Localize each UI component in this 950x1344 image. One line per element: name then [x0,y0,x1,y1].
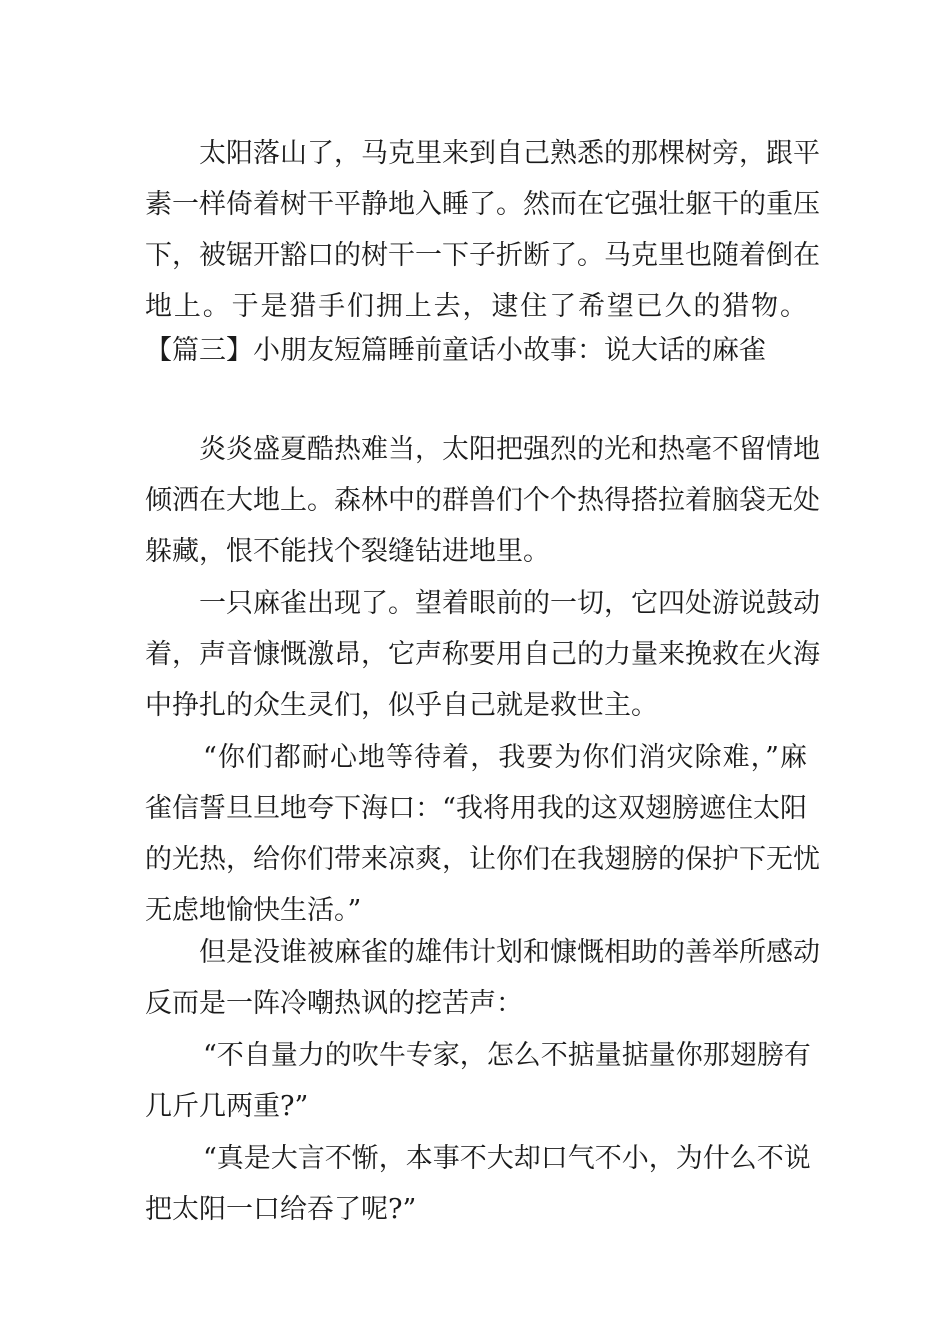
story-paragraph [145,732,820,936]
text-line: 倾洒在大地上。森林中的群兽们个个热得搭拉着脑袋无处 [145,485,820,516]
text-line: 地上。于是猎手们拥上去，逮住了希望已久的猎物。 [145,291,807,322]
text-line: 几斤几两重?” [145,1091,309,1122]
text-line: “你们都耐心地等待着，我要为你们消灾除难，”麻 [203,742,807,773]
text-line: 但是没谁被麻雀的雄伟计划和慷慨相助的善举所感动 [199,937,820,968]
story-paragraph [145,1030,811,1132]
text-line: 躲藏，恨不能找个裂缝钻进地里。 [145,536,550,567]
text-line: “真是大言不惭，本事不大却口气不小，为什么不说 [203,1143,811,1174]
text-line: 无虑地愉快生活。” [145,895,362,926]
prev-story-paragraph [145,128,820,332]
text-line: 的光热，给你们带来凉爽，让你们在我翅膀的保护下无忧 [145,844,820,875]
text-line: 下，被锯开豁口的树干一下子折断了。马克里也随着倒在 [145,240,820,271]
text-line: 中挣扎的众生灵们，似乎自己就是救世主。 [145,690,658,721]
text-line: 炎炎盛夏酷热难当，太阳把强烈的光和热毫不留情地 [199,434,820,465]
story-paragraph [145,578,820,731]
text-line: “不自量力的吹牛专家，怎么不掂量掂量你那翅膀有 [203,1040,811,1071]
text-line: 素一样倚着树干平静地入睡了。然而在它强壮躯干的重压 [145,189,820,220]
text-line: 把太阳一口给吞了呢?” [145,1194,417,1225]
text-line: 雀信誓旦旦地夸下海口：“我将用我的这双翅膀遮住太阳 [145,793,807,824]
story-paragraph [145,927,820,1029]
heading-text: 【篇三】小朋友短篇睡前童话小故事：说大话的麻雀 [145,335,766,366]
story-paragraph [145,1133,811,1235]
text-line: 着，声音慷慨激昂，它声称要用自己的力量来挽救在火海 [145,639,820,670]
text-line: 太阳落山了，马克里来到自己熟悉的那棵树旁，跟平 [199,138,820,169]
text-line: 反而是一阵冷嘲热讽的挖苦声： [145,988,523,1019]
story-paragraph [145,424,820,577]
section-heading [145,325,807,376]
text-line: 一只麻雀出现了。望着眼前的一切，它四处游说鼓动 [199,588,820,619]
